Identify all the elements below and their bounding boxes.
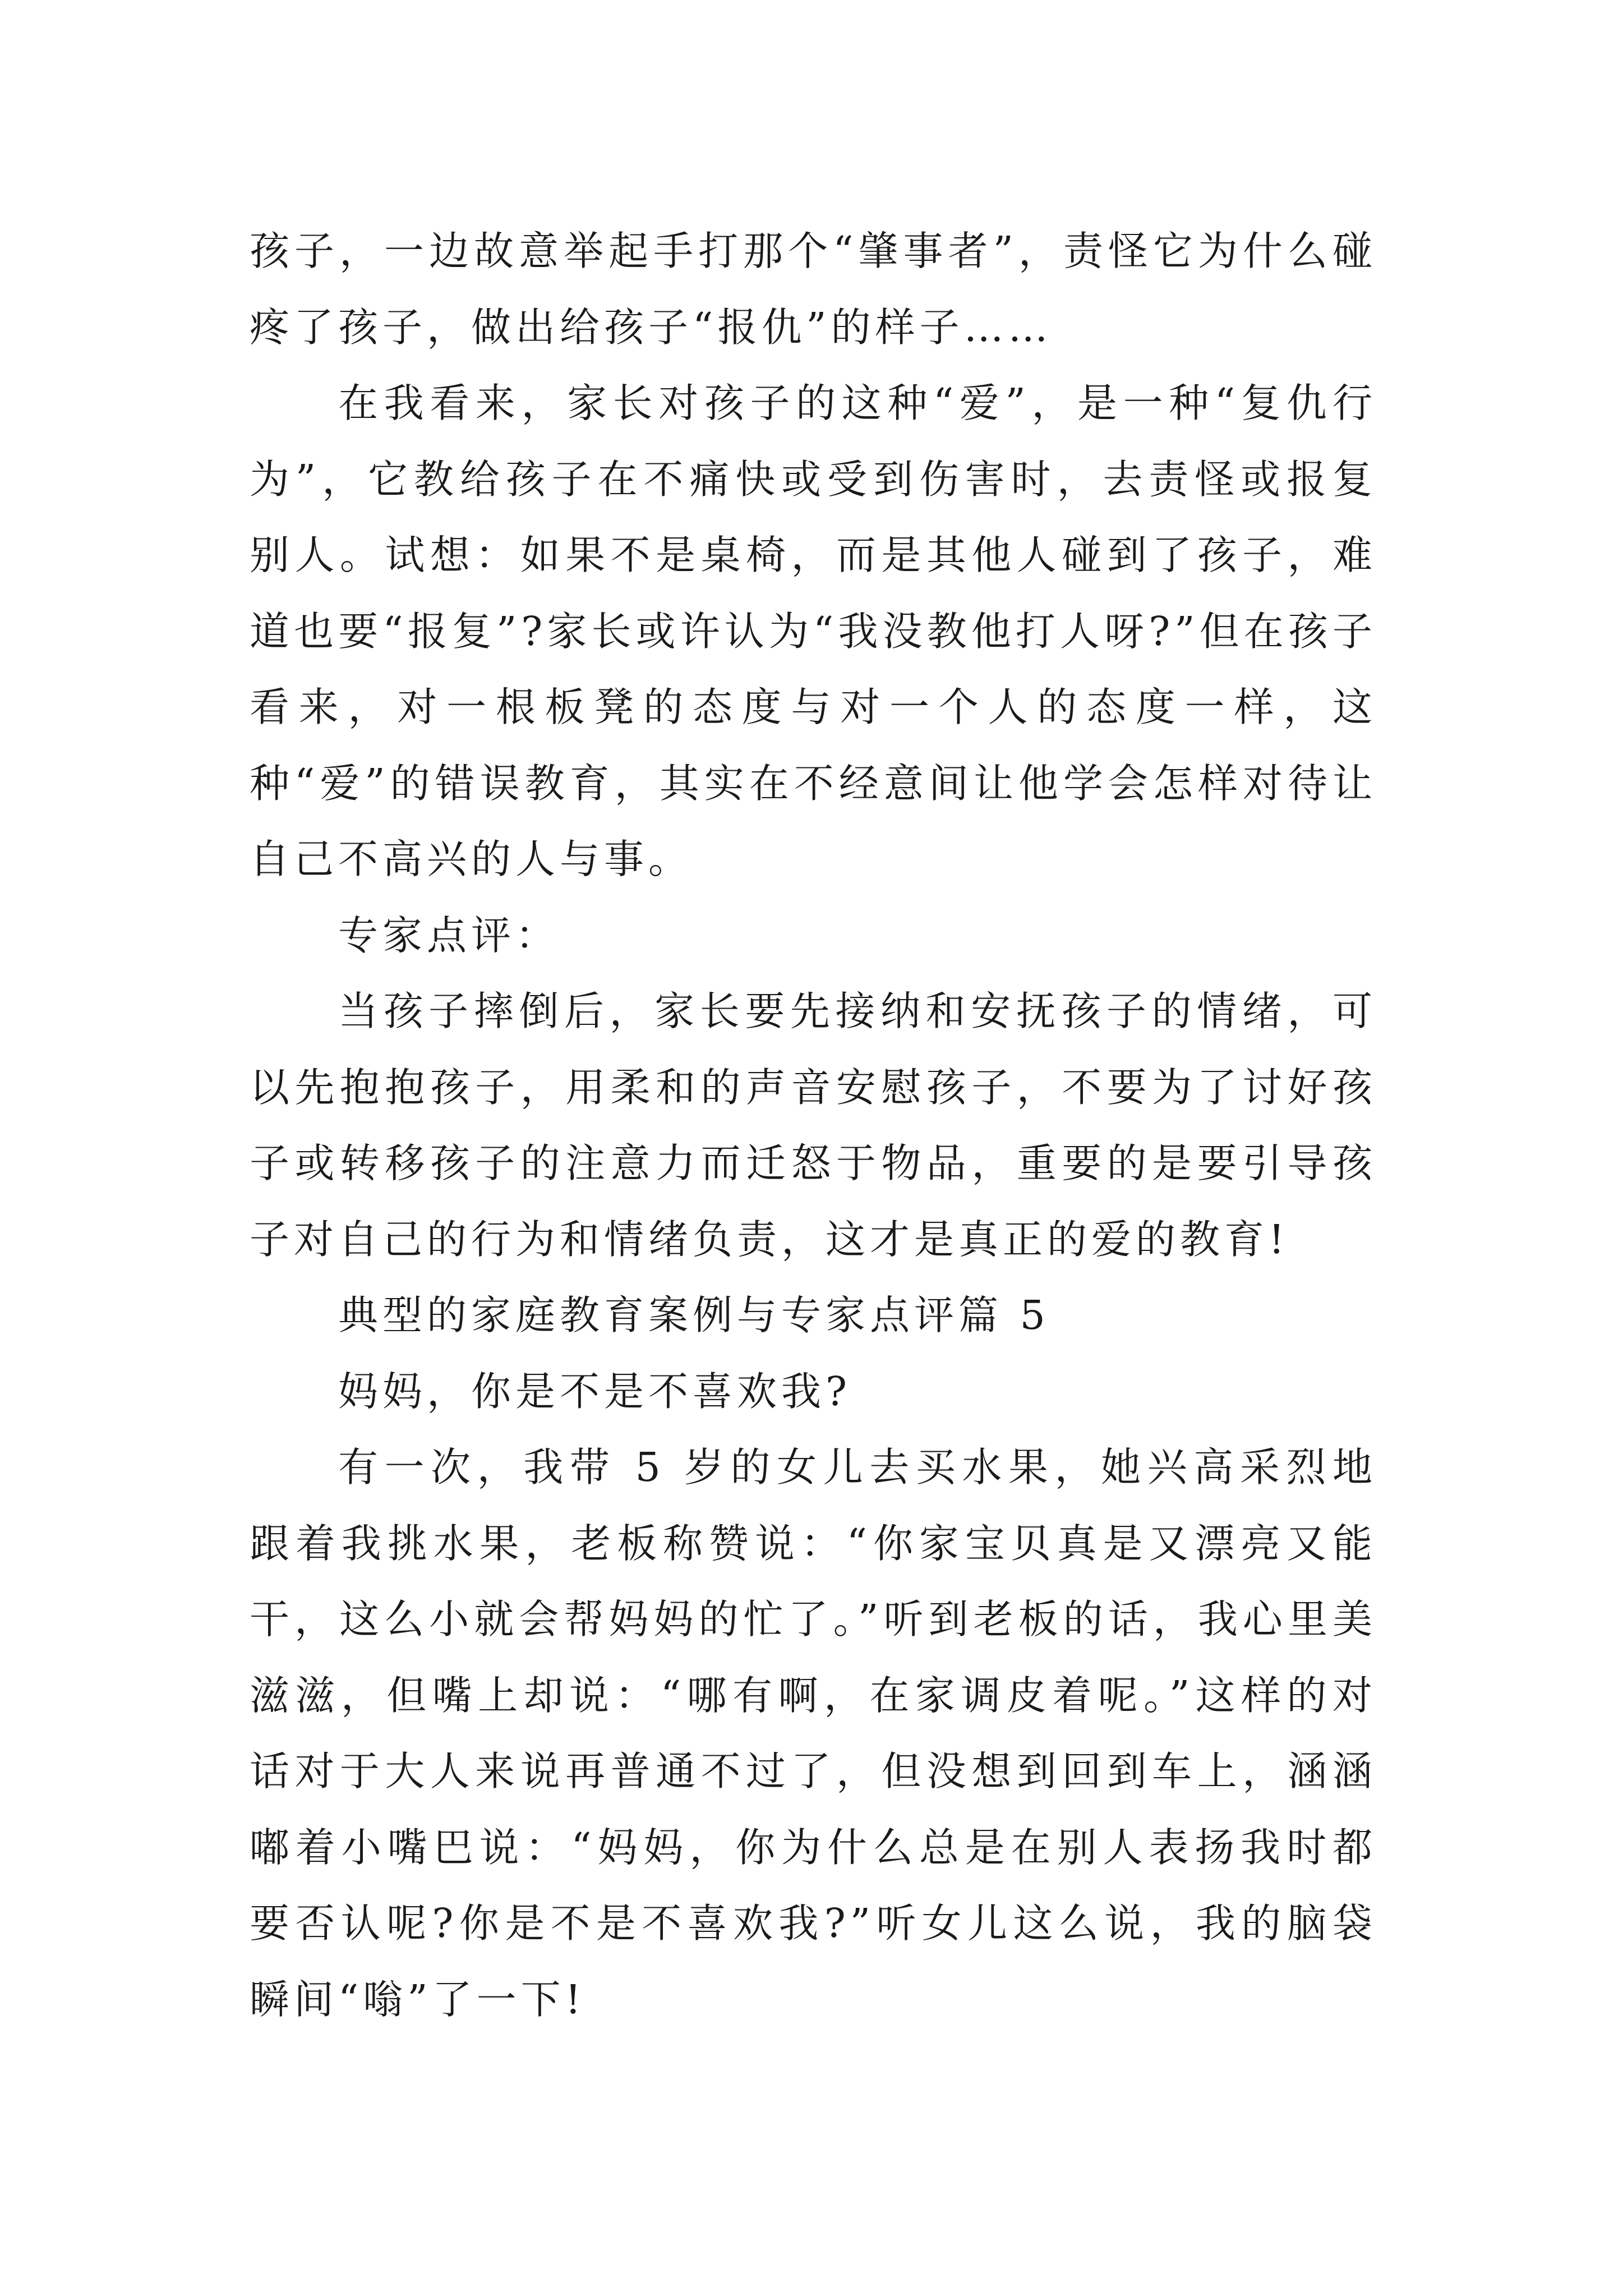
- case-title: 妈妈，你是不是不喜欢我?: [338, 1368, 852, 1415]
- paragraph-expert-comment: 当孩子摔倒后，家长要先接纳和安抚孩子的情绪，可以先抱抱孩子，用柔和的声音安慰孩子，不要为了讨好孩子或转移孩子的注意力而迁怒于物品，重要的是要引导孩子对自己的行为和情绪负责，这才是真正的爱的教育!: [250, 988, 1377, 1263]
- paragraph-analysis: 在我看来，家长对孩子的这种“爱”，是一种“复仇行为”，它教给孩子在不痛快或受到伤害时，去责怪或报复别人。试想：如果不是桌椅，而是其他人碰到了孩子，难道也要“报复”?家长或许认为“我没教他打人呀?”但在孩子看来，对一根板凳的态度与对一个人的态度一样，这种“爱”的错误教育，其实在不经意间让他学会怎样对待让自己不高兴的人与事。: [250, 380, 1377, 882]
- paragraph-case-story: 有一次，我带 5 岁的女儿去买水果，她兴高采烈地跟着我挑水果，老板称赞说：“你家宝贝真是又漂亮又能干，这么小就会帮妈妈的忙了。”听到老板的话，我心里美滋滋，但嘴上却说：“哪有啊，在家调皮着呢。”这样的对话对于大人来说再普通不过了，但没想到回到车上，涵涵嘟着小嘴巴说：“妈妈，你为什么总是在别人表扬我时都要否认呢?你是不是不喜欢我?”听女儿这么说，我的脑袋瞬间“嗡”了一下!: [250, 1444, 1377, 2023]
- document-page: [250, 213, 1377, 2037]
- paragraph-continuation: 孩子，一边故意举起手打那个“肇事者”，责怪它为什么碰疼了孩子，做出给孩子“报仇”的样子……: [250, 228, 1377, 351]
- expert-comment-heading: 专家点评：: [338, 912, 560, 959]
- section-title: 典型的家庭教育案例与专家点评篇 5: [338, 1292, 1050, 1338]
